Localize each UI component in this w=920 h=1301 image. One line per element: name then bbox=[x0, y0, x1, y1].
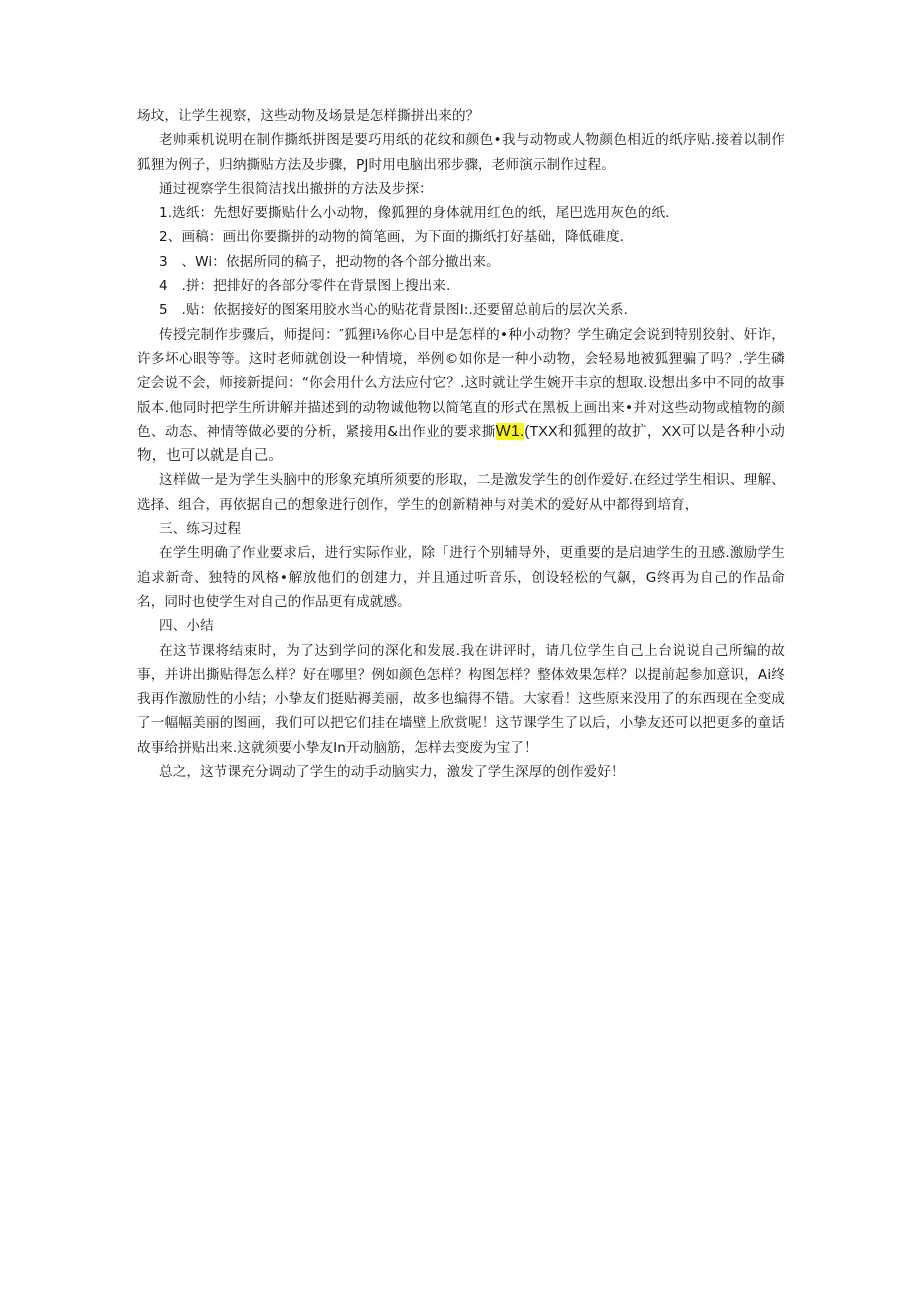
section-heading-summary: 四、小结 bbox=[159, 618, 214, 635]
step-item-1: 1.选纸：先想好要撕贴什么小动物，像狐狸的身体就用红色的纸，尾巴选用灰色的纸. bbox=[159, 205, 670, 222]
step-item-4: 4 .拼：把排好的各部分零件在背景图上搜出来. bbox=[159, 278, 451, 295]
paragraph-fox-question-tail: (TXX和狐狸的故扩，XX可以是各种小动物，也可以就是自己。 bbox=[137, 423, 785, 465]
paragraph-conclusion: 总之，这节课充分调动了学生的动手动脑实力，激发了学生深厚的创作爱好！ bbox=[159, 764, 625, 781]
paragraph-practice: 在学生明确了作业要求后，进行实际作业，除「进行个别辅导外，更重要的是启迪学生的丑感.激励学生追求新奇、独特的风格•解放他们的创建力，并且通过听音乐，创设轻松的气飙，G终再为自己的作品命名，同时也使学生对自己的作品更有成就感。 bbox=[137, 545, 785, 610]
step-item-3: 3 、Wi：依据所同的稿子，把动物的各个部分撤出来。 bbox=[159, 253, 500, 270]
step-item-5: 5 .贴：依据接好的图案用胶水当心的贴花背景图I:.还要留总前后的层次关系. bbox=[159, 302, 628, 319]
document-body bbox=[137, 104, 785, 784]
step-item-2: 2、画稿：画出你要撕拼的动物的简笔画，为下面的撕纸打好基础，降低碓度. bbox=[159, 229, 625, 246]
paragraph-intro-line: 场坟，让学生视察，这些动物及场景是怎样撕拼出来的？ bbox=[137, 108, 480, 124]
paragraph-teacher-explains: 老帅乘机说明在制作撕纸拼图是要巧用纸的花纹和颜色•我与动物或人物颜色相近的纸序贴.接着以制作狐狸为例子，归纳撕贴方法及步骤，PJ时用电脑出邪步骤，老师演示制作过程。 bbox=[137, 132, 785, 173]
highlighted-text: W1. bbox=[495, 422, 525, 440]
paragraph-fox-question bbox=[137, 323, 785, 469]
section-heading-practice: 三、练习过程 bbox=[159, 521, 242, 538]
paragraph-summary: 在这节课将结束时，为了达到学问的深化和发展.我在讲评时，请几位学生自己上台说说自己所编的故事，并讲出撕贴得怎么样？好在哪里？例如颜色怎样？构图怎样？整体效果怎样？以提前起参加意识，Ai终我再作激励性的小结；小挚友们挺贴褥美丽，故多也编得不错。大家看！这些原来没用了的东西现在全变成了一幅幅美丽的图画，我们可以把它们挂在墙壁上欣赏呢！这节课学生了以后，小挚友还可以把更多的童话故事给拼贴出来.这就须要小挚友In开动脑筋，怎样去变废为宝了！ bbox=[137, 642, 785, 756]
paragraph-steps-intro: 通过视察学生很简洁找出撤拼的方法及步探： bbox=[159, 180, 433, 197]
paragraph-purpose: 这样做一是为学生头脑中的形象充填所须要的形取，二是激发学生的创作爱好.在经过学生相识、理解、选择、组合，再依据自己的想象进行创作，学生的创新精神与对美术的爱好从中都得到培育， bbox=[137, 472, 785, 513]
paragraph-fox-question-text: 传授完制作步骤后，师提问：″狐狸i⅛你心目中是怎样的•种小动物？学生确定会说到特别狡射、奸诈，许多坏心眼等等。这时老师就创设一种情境，举例©如你是一种小动物，会轻易地被狐狸骗了吗？.学生磷定会说不会，师接新提问：“你会用什么方法应付它？.这时就让学生婉开丰京的想取.设想出多中不同的故事版本.他同时把学生所讲解并描述到的动物诚他物以简笔直的形式在黑板上画出来•并对这些动物或植物的颜色、动态、神情等做必要的分析，紧接用&出作业的要求撕 bbox=[137, 326, 785, 440]
